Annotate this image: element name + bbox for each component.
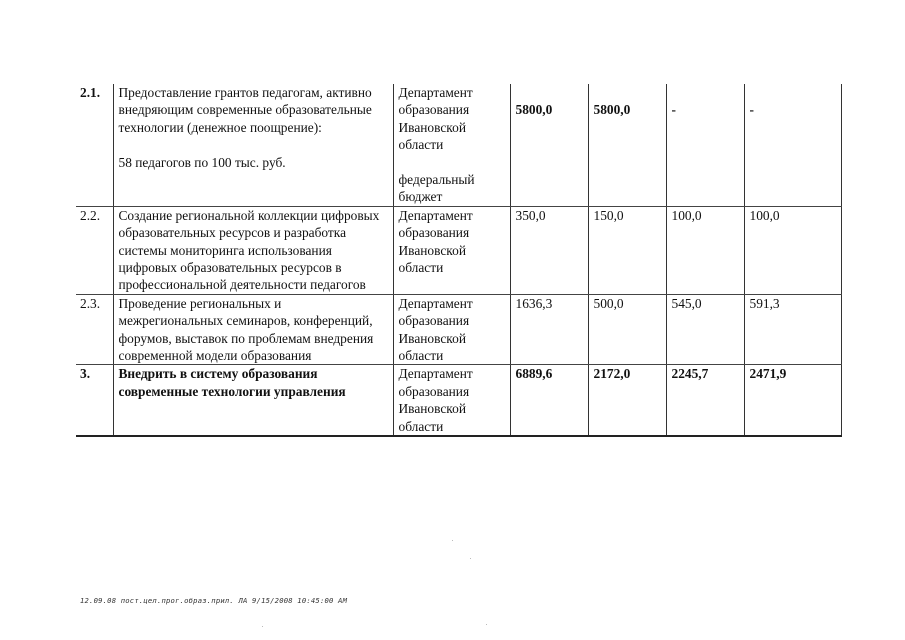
table-row	[76, 206, 841, 294]
scan-speck	[262, 626, 263, 627]
scan-speck	[486, 624, 487, 625]
row-responsible: Департамент образования Ивановской области	[393, 206, 510, 294]
value-total: 350,0	[510, 206, 588, 294]
scan-speck	[470, 558, 471, 559]
value-year-2: 545,0	[666, 294, 744, 365]
table-row	[76, 84, 841, 206]
program-budget-table	[76, 84, 842, 437]
value-total: 6889,6	[510, 365, 588, 436]
value-year-2: -	[666, 84, 744, 206]
table-row	[76, 294, 841, 365]
funding-source: федеральный бюджет	[398, 172, 475, 205]
value-year-1: 2172,0	[588, 365, 666, 436]
row-description: Внедрить в систему образования современные технологии управления	[113, 365, 393, 436]
scan-speck	[452, 540, 453, 541]
row-number: 2.3.	[76, 294, 113, 365]
row-responsible: Департамент образования Ивановской области	[393, 294, 510, 365]
table-row	[76, 365, 841, 436]
row-number: 3.	[76, 365, 113, 436]
value-year-1: 5800,0	[588, 84, 666, 206]
row-responsible	[393, 84, 510, 206]
value-year-1: 500,0	[588, 294, 666, 365]
value-year-3: 591,3	[744, 294, 841, 365]
value-total: 5800,0	[510, 84, 588, 206]
value-year-2: 100,0	[666, 206, 744, 294]
row-number: 2.1.	[76, 84, 113, 206]
responsible-text: Департамент образования Ивановской области	[398, 85, 473, 153]
row-responsible: Департамент образования Ивановской области	[393, 365, 510, 436]
value-year-2: 2245,7	[666, 365, 744, 436]
value-year-3: 100,0	[744, 206, 841, 294]
value-year-1: 150,0	[588, 206, 666, 294]
value-year-3: 2471,9	[744, 365, 841, 436]
row-description	[113, 84, 393, 206]
row-description: Проведение региональных и межрегиональных семинаров, конференций, форумов, выставок по проблемам внедрения современной модели образования	[113, 294, 393, 365]
row-number: 2.2.	[76, 206, 113, 294]
value-year-3: -	[744, 84, 841, 206]
print-footer: 12.09.08 пост.цел.прог.образ.прил. ЛА 9/15/2008 10:45:00 AM	[80, 596, 348, 605]
description-note: 58 педагогов по 100 тыс. руб.	[118, 154, 286, 170]
row-description: Создание региональной коллекции цифровых образовательных ресурсов и разработка системы мониторинга использования цифровых образовательных ресурсов в профессиональной деятельности педагогов	[113, 206, 393, 294]
value-total: 1636,3	[510, 294, 588, 365]
description-text: Предоставление грантов педагогам, активно внедряющим современные образовательные технологии (денежное поощрение):	[118, 85, 372, 135]
